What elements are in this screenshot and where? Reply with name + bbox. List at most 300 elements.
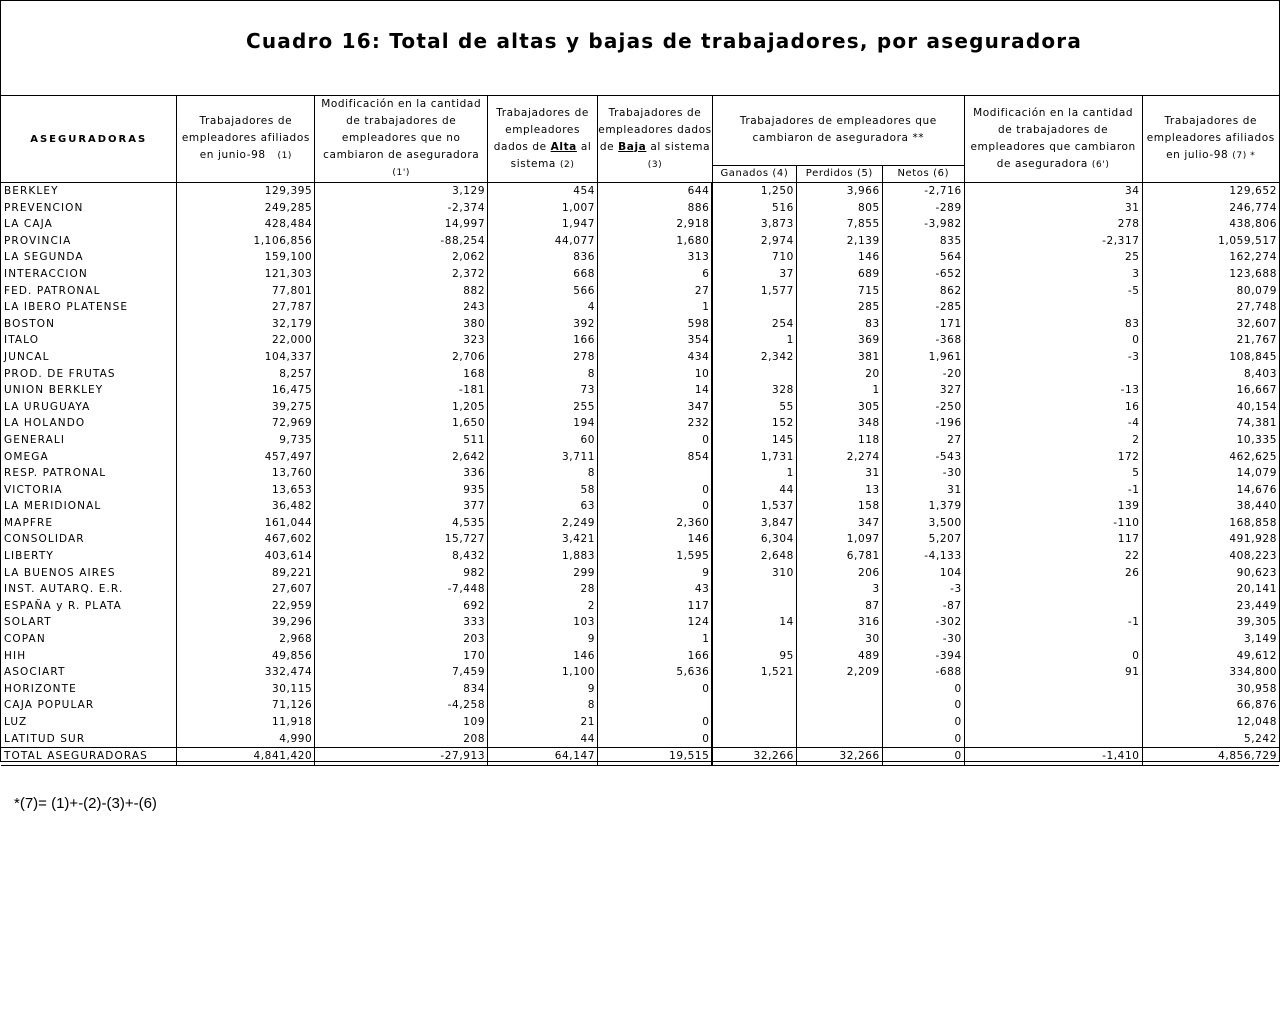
cell-netos: -394 <box>882 648 964 665</box>
table-row <box>1 415 1279 432</box>
cell-aseguradora: LA BUENOS AIRES <box>4 566 116 579</box>
cell-aseguradora: CAJA POPULAR <box>4 699 95 712</box>
cell-alta: 3,421 <box>488 531 598 548</box>
cell-modificacion-cambiaron: 172 <box>964 449 1142 466</box>
cell-perdidos: 7,855 <box>796 216 882 233</box>
cell-modificacion-cambiaron: 117 <box>964 531 1142 548</box>
cell-netos: -250 <box>882 399 964 416</box>
cell-julio: 39,305 <box>1142 614 1279 631</box>
cell-baja: 232 <box>598 415 713 432</box>
cell-netos: 0 <box>882 681 964 698</box>
cell-alta: 2 <box>488 598 598 615</box>
cell-modificacion-no-cambiaron: 8,432 <box>315 548 488 565</box>
cell-modificacion-no-cambiaron: 109 <box>315 714 488 731</box>
cell-perdidos: 30 <box>796 631 882 648</box>
cell-aseguradora: MAPFRE <box>4 516 54 529</box>
cell-netos: -302 <box>882 614 964 631</box>
cell-baja: 0 <box>598 432 713 449</box>
cell-aseguradora: HORIZONTE <box>4 682 77 695</box>
cell-aseguradora: LIBERTY <box>4 550 54 563</box>
header-perdidos: Perdidos (5) <box>796 165 882 182</box>
cell-alta: 63 <box>488 498 598 515</box>
cell-perdidos: 2,209 <box>796 664 882 681</box>
table-row <box>1 581 1279 598</box>
cell-modificacion-no-cambiaron: -4,258 <box>315 697 488 714</box>
cell-junio: 22,000 <box>177 332 315 349</box>
table-row <box>1 449 1279 466</box>
cell-aseguradora: COPAN <box>4 633 46 646</box>
cell-aseguradora: HIH <box>4 649 27 662</box>
cell-junio: 39,275 <box>177 399 315 416</box>
cell-aseguradora: LA SEGUNDA <box>4 251 84 264</box>
cell-julio: 66,876 <box>1142 697 1279 714</box>
cell-julio: 334,800 <box>1142 664 1279 681</box>
cell-perdidos: 805 <box>796 200 882 217</box>
cell-netos: 564 <box>882 249 964 266</box>
header-julio: Trabajadores de empleadores afiliados en julio-98 (7) * <box>1142 96 1279 183</box>
cell-aseguradora: LA MERIDIONAL <box>4 500 102 513</box>
cell-junio: 11,918 <box>177 714 315 731</box>
cell-netos: 862 <box>882 283 964 300</box>
cell-baja <box>598 465 713 482</box>
cell-baja: 0 <box>598 498 713 515</box>
cell-perdidos: 206 <box>796 565 882 582</box>
cell-alta: 64,147 <box>488 748 598 766</box>
table-row <box>1 366 1279 383</box>
cell-julio: 246,774 <box>1142 200 1279 217</box>
table-row <box>1 482 1279 499</box>
cell-julio: 23,449 <box>1142 598 1279 615</box>
cell-modificacion-no-cambiaron: -2,374 <box>315 200 488 217</box>
cell-junio: 13,653 <box>177 482 315 499</box>
cell-baja: 598 <box>598 316 713 333</box>
cell-junio: 89,221 <box>177 565 315 582</box>
cell-modificacion-no-cambiaron: 982 <box>315 565 488 582</box>
cell-junio: 32,179 <box>177 316 315 333</box>
cell-modificacion-cambiaron: 31 <box>964 200 1142 217</box>
cell-perdidos: 83 <box>796 316 882 333</box>
cell-perdidos: 87 <box>796 598 882 615</box>
footnote: *(7)= (1)+-(2)-(3)+-(6) <box>14 795 157 812</box>
cell-julio: 408,223 <box>1142 548 1279 565</box>
cell-aseguradora: FED. PATRONAL <box>4 284 101 297</box>
cell-netos: 171 <box>882 316 964 333</box>
cell-netos: -2,716 <box>882 183 964 200</box>
cell-netos: 1,379 <box>882 498 964 515</box>
cell-alta: 73 <box>488 382 598 399</box>
cell-modificacion-cambiaron: 83 <box>964 316 1142 333</box>
cell-modificacion-cambiaron <box>964 299 1142 316</box>
table-row <box>1 200 1279 217</box>
cell-ganados: 2,648 <box>712 548 796 565</box>
cell-junio: 1,106,856 <box>177 233 315 250</box>
cell-baja: 1 <box>598 631 713 648</box>
cell-perdidos: 316 <box>796 614 882 631</box>
cell-baja: 0 <box>598 482 713 499</box>
cell-netos: 104 <box>882 565 964 582</box>
cell-alta: 668 <box>488 266 598 283</box>
cell-aseguradora: PROD. DE FRUTAS <box>4 367 116 380</box>
cell-netos: 27 <box>882 432 964 449</box>
table-row <box>1 731 1279 748</box>
cell-modificacion-cambiaron <box>964 714 1142 731</box>
header-baja: Trabajadores de empleadores dados de Baja al sistema (3) <box>598 96 713 183</box>
cell-baja: 434 <box>598 349 713 366</box>
table-row <box>1 283 1279 300</box>
cell-alta: 255 <box>488 399 598 416</box>
table-row <box>1 598 1279 615</box>
cell-perdidos: 3,966 <box>796 183 882 200</box>
cell-netos: -30 <box>882 465 964 482</box>
cell-perdidos: 158 <box>796 498 882 515</box>
table-body <box>1 183 1279 766</box>
cell-julio: 4,856,729 <box>1142 748 1279 766</box>
table-row <box>1 664 1279 681</box>
cell-modificacion-cambiaron: 139 <box>964 498 1142 515</box>
table-row <box>1 249 1279 266</box>
cell-modificacion-no-cambiaron: 203 <box>315 631 488 648</box>
cell-baja: 5,636 <box>598 664 713 681</box>
cell-alta: 566 <box>488 283 598 300</box>
cell-modificacion-cambiaron: 5 <box>964 465 1142 482</box>
cell-aseguradora: INST. AUTARQ. E.R. <box>4 583 124 596</box>
cell-perdidos: 381 <box>796 349 882 366</box>
cell-modificacion-no-cambiaron: 2,706 <box>315 349 488 366</box>
cell-junio: 27,607 <box>177 581 315 598</box>
cell-modificacion-cambiaron: -13 <box>964 382 1142 399</box>
cell-junio: 249,285 <box>177 200 315 217</box>
cell-ganados <box>712 681 796 698</box>
cell-baja: 27 <box>598 283 713 300</box>
cell-junio: 121,303 <box>177 266 315 283</box>
cell-junio: 27,787 <box>177 299 315 316</box>
data-table <box>1 96 1279 766</box>
cell-alta: 2,249 <box>488 515 598 532</box>
cell-aseguradora: LUZ <box>4 716 28 728</box>
cell-aseguradora: INTERACCION <box>4 267 88 280</box>
cell-julio: 20,141 <box>1142 581 1279 598</box>
cell-netos: 0 <box>882 714 964 731</box>
cell-modificacion-cambiaron: -110 <box>964 515 1142 532</box>
cell-ganados: 1,731 <box>712 449 796 466</box>
cell-ganados: 3,873 <box>712 216 796 233</box>
cell-junio: 22,959 <box>177 598 315 615</box>
cell-modificacion-cambiaron: 278 <box>964 216 1142 233</box>
cell-perdidos: 2,274 <box>796 449 882 466</box>
cell-baja: 117 <box>598 598 713 615</box>
cell-aseguradora: LA CAJA <box>4 218 53 231</box>
cell-netos: -20 <box>882 366 964 383</box>
header-junio: Trabajadores de empleadores afiliados en junio-98 (1) <box>177 96 315 183</box>
cell-perdidos: 118 <box>796 432 882 449</box>
cell-perdidos <box>796 681 882 698</box>
cell-netos: -688 <box>882 664 964 681</box>
cell-ganados: 1 <box>712 332 796 349</box>
cell-perdidos: 2,139 <box>796 233 882 250</box>
cell-baja: 146 <box>598 531 713 548</box>
cell-perdidos: 146 <box>796 249 882 266</box>
cell-netos: -285 <box>882 299 964 316</box>
cell-baja: 347 <box>598 399 713 416</box>
cell-modificacion-no-cambiaron: 7,459 <box>315 664 488 681</box>
cell-junio: 4,990 <box>177 731 315 748</box>
header-alta: Trabajadores de empleadores dados de Alta al sistema (2) <box>488 96 598 183</box>
cell-junio: 2,968 <box>177 631 315 648</box>
cell-julio: 21,767 <box>1142 332 1279 349</box>
cell-ganados <box>712 299 796 316</box>
cell-alta: 194 <box>488 415 598 432</box>
table-row <box>1 216 1279 233</box>
cell-alta: 8 <box>488 697 598 714</box>
cell-ganados <box>712 598 796 615</box>
cell-junio: 457,497 <box>177 449 315 466</box>
cell-modificacion-cambiaron <box>964 581 1142 598</box>
table-row <box>1 382 1279 399</box>
cell-junio: 159,100 <box>177 249 315 266</box>
cell-baja: 166 <box>598 648 713 665</box>
cell-ganados: 152 <box>712 415 796 432</box>
cell-modificacion-cambiaron: 34 <box>964 183 1142 200</box>
cell-modificacion-no-cambiaron: 377 <box>315 498 488 515</box>
table-row <box>1 681 1279 698</box>
cell-alta: 454 <box>488 183 598 200</box>
cell-modificacion-no-cambiaron: -27,913 <box>315 748 488 766</box>
cell-julio: 10,335 <box>1142 432 1279 449</box>
cell-modificacion-cambiaron: -3 <box>964 349 1142 366</box>
cell-junio: 403,614 <box>177 548 315 565</box>
cell-modificacion-no-cambiaron: 336 <box>315 465 488 482</box>
cell-modificacion-cambiaron: 91 <box>964 664 1142 681</box>
cell-perdidos: 689 <box>796 266 882 283</box>
cell-modificacion-no-cambiaron: 1,205 <box>315 399 488 416</box>
cell-julio: 8,403 <box>1142 366 1279 383</box>
cell-aseguradora: LA IBERO PLATENSE <box>4 301 129 314</box>
header-aseguradoras: ASEGURADORAS <box>1 96 177 183</box>
cell-ganados: 1,537 <box>712 498 796 515</box>
cell-netos: -87 <box>882 598 964 615</box>
cell-alta: 4 <box>488 299 598 316</box>
cell-modificacion-cambiaron <box>964 366 1142 383</box>
cell-julio: 90,623 <box>1142 565 1279 582</box>
cell-perdidos: 305 <box>796 399 882 416</box>
cell-modificacion-cambiaron <box>964 598 1142 615</box>
cell-perdidos: 6,781 <box>796 548 882 565</box>
table-row <box>1 299 1279 316</box>
cell-junio: 428,484 <box>177 216 315 233</box>
cell-alta: 1,100 <box>488 664 598 681</box>
cell-junio: 104,337 <box>177 349 315 366</box>
cell-baja: 0 <box>598 731 713 748</box>
cell-julio: 74,381 <box>1142 415 1279 432</box>
table-row <box>1 548 1279 565</box>
cell-netos: 5,207 <box>882 531 964 548</box>
table-row <box>1 697 1279 714</box>
table-row <box>1 233 1279 250</box>
cell-perdidos <box>796 714 882 731</box>
table-row <box>1 316 1279 333</box>
cell-baja: 886 <box>598 200 713 217</box>
cell-baja: 9 <box>598 565 713 582</box>
header-modificacion-no-cambiaron: Modificación en la cantidad de trabajadores de empleadores que no cambiaron de aseguradora (1') <box>315 96 488 183</box>
cell-modificacion-cambiaron: -4 <box>964 415 1142 432</box>
cell-aseguradora: ITALO <box>4 334 40 347</box>
cell-alta: 146 <box>488 648 598 665</box>
cell-modificacion-no-cambiaron: 935 <box>315 482 488 499</box>
cell-baja: 313 <box>598 249 713 266</box>
table-row <box>1 183 1279 200</box>
cell-perdidos: 1,097 <box>796 531 882 548</box>
cell-modificacion-no-cambiaron: 323 <box>315 332 488 349</box>
cell-modificacion-no-cambiaron: 4,535 <box>315 515 488 532</box>
cell-modificacion-no-cambiaron: 3,129 <box>315 183 488 200</box>
cell-aseguradora: UNION BERKLEY <box>4 384 104 397</box>
cell-julio: 5,242 <box>1142 731 1279 748</box>
table-row <box>1 465 1279 482</box>
cell-junio: 8,257 <box>177 366 315 383</box>
cell-modificacion-cambiaron <box>964 731 1142 748</box>
cell-julio: 38,440 <box>1142 498 1279 515</box>
cell-modificacion-no-cambiaron: 170 <box>315 648 488 665</box>
cell-netos: 327 <box>882 382 964 399</box>
cell-baja: 644 <box>598 183 713 200</box>
cell-netos: -368 <box>882 332 964 349</box>
cell-aseguradora: RESP. PATRONAL <box>4 467 107 480</box>
cell-ganados: 254 <box>712 316 796 333</box>
cell-modificacion-cambiaron <box>964 631 1142 648</box>
cell-modificacion-cambiaron: 25 <box>964 249 1142 266</box>
cell-julio: 32,607 <box>1142 316 1279 333</box>
cell-modificacion-cambiaron: 16 <box>964 399 1142 416</box>
cell-ganados: 1,577 <box>712 283 796 300</box>
cell-junio: 467,602 <box>177 531 315 548</box>
cell-junio: 9,735 <box>177 432 315 449</box>
table-row <box>1 714 1279 731</box>
cell-perdidos: 20 <box>796 366 882 383</box>
cell-alta: 836 <box>488 249 598 266</box>
cell-ganados <box>712 714 796 731</box>
cell-ganados: 44 <box>712 482 796 499</box>
cell-modificacion-no-cambiaron: 1,650 <box>315 415 488 432</box>
cell-modificacion-cambiaron: 0 <box>964 648 1142 665</box>
cell-ganados: 55 <box>712 399 796 416</box>
cell-ganados: 1,250 <box>712 183 796 200</box>
cell-junio: 16,475 <box>177 382 315 399</box>
cell-perdidos: 348 <box>796 415 882 432</box>
cell-aseguradora: TOTAL ASEGURADORAS <box>1 748 177 766</box>
header-ganados: Ganados (4) <box>712 165 796 182</box>
cell-modificacion-no-cambiaron: 243 <box>315 299 488 316</box>
cell-baja: 0 <box>598 714 713 731</box>
cell-netos: -652 <box>882 266 964 283</box>
cell-netos: -289 <box>882 200 964 217</box>
cell-junio: 71,126 <box>177 697 315 714</box>
cell-ganados: 95 <box>712 648 796 665</box>
cell-junio: 161,044 <box>177 515 315 532</box>
cell-julio: 129,652 <box>1142 183 1279 200</box>
cell-modificacion-no-cambiaron: 2,062 <box>315 249 488 266</box>
cell-perdidos: 32,266 <box>796 748 882 766</box>
cell-ganados: 37 <box>712 266 796 283</box>
cell-netos: 0 <box>882 697 964 714</box>
cell-perdidos: 3 <box>796 581 882 598</box>
cell-modificacion-cambiaron: 3 <box>964 266 1142 283</box>
title-bar <box>1 1 1279 96</box>
cell-ganados: 1,521 <box>712 664 796 681</box>
cell-modificacion-cambiaron: 0 <box>964 332 1142 349</box>
cell-baja: 19,515 <box>598 748 713 766</box>
cell-netos: 3,500 <box>882 515 964 532</box>
cell-netos: -30 <box>882 631 964 648</box>
cell-alta: 278 <box>488 349 598 366</box>
table-row <box>1 266 1279 283</box>
cell-junio: 49,856 <box>177 648 315 665</box>
cell-ganados: 2,974 <box>712 233 796 250</box>
cell-modificacion-no-cambiaron: 208 <box>315 731 488 748</box>
cell-alta: 21 <box>488 714 598 731</box>
cell-ganados: 6,304 <box>712 531 796 548</box>
cell-ganados: 516 <box>712 200 796 217</box>
cell-baja: 1,680 <box>598 233 713 250</box>
cell-modificacion-no-cambiaron: 15,727 <box>315 531 488 548</box>
cell-aseguradora: LA HOLANDO <box>4 417 86 430</box>
cell-perdidos: 369 <box>796 332 882 349</box>
cell-julio: 491,928 <box>1142 531 1279 548</box>
cell-aseguradora: LATITUD SUR <box>4 732 86 745</box>
cell-modificacion-no-cambiaron: 692 <box>315 598 488 615</box>
cell-netos: -543 <box>882 449 964 466</box>
cell-alta: 9 <box>488 681 598 698</box>
cell-ganados: 2,342 <box>712 349 796 366</box>
cell-netos: -3,982 <box>882 216 964 233</box>
cell-modificacion-cambiaron: 26 <box>964 565 1142 582</box>
cell-alta: 1,007 <box>488 200 598 217</box>
cell-alta: 9 <box>488 631 598 648</box>
header-modificacion-cambiaron: Modificación en la cantidad de trabajadores de empleadores que cambiaron de aseguradora (6') <box>964 96 1142 183</box>
table-row <box>1 399 1279 416</box>
cell-baja: 14 <box>598 382 713 399</box>
cell-modificacion-no-cambiaron: 2,372 <box>315 266 488 283</box>
table-row <box>1 531 1279 548</box>
cell-baja: 2,360 <box>598 515 713 532</box>
cell-ganados <box>712 581 796 598</box>
cell-ganados: 14 <box>712 614 796 631</box>
cell-ganados <box>712 631 796 648</box>
cell-alta: 166 <box>488 332 598 349</box>
cell-junio: 30,115 <box>177 681 315 698</box>
cell-netos: 1,961 <box>882 349 964 366</box>
cell-netos: 31 <box>882 482 964 499</box>
cell-alta: 60 <box>488 432 598 449</box>
cell-junio: 36,482 <box>177 498 315 515</box>
cell-baja <box>598 697 713 714</box>
cell-baja: 2,918 <box>598 216 713 233</box>
cell-perdidos: 1 <box>796 382 882 399</box>
cell-perdidos <box>796 731 882 748</box>
cell-baja: 854 <box>598 449 713 466</box>
cell-netos: -3 <box>882 581 964 598</box>
cell-julio: 40,154 <box>1142 399 1279 416</box>
cell-alta: 8 <box>488 465 598 482</box>
cell-perdidos: 31 <box>796 465 882 482</box>
cell-modificacion-no-cambiaron: 882 <box>315 283 488 300</box>
cell-perdidos: 13 <box>796 482 882 499</box>
cell-julio: 108,845 <box>1142 349 1279 366</box>
cell-modificacion-no-cambiaron: 380 <box>315 316 488 333</box>
cell-julio: 168,858 <box>1142 515 1279 532</box>
cell-julio: 162,274 <box>1142 249 1279 266</box>
cell-aseguradora: PREVENCION <box>4 201 84 214</box>
cell-baja: 6 <box>598 266 713 283</box>
